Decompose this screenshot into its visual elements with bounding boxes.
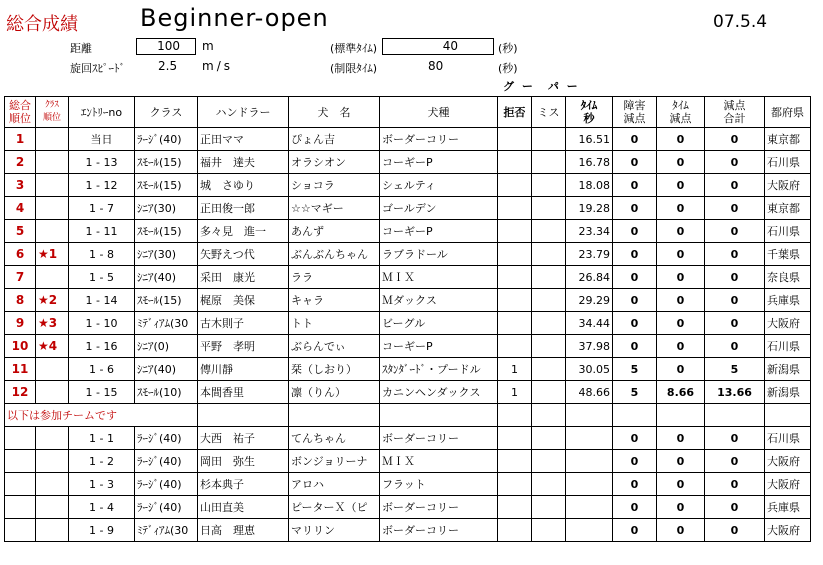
class-rank (36, 197, 69, 220)
obstacle-penalty: 0 (613, 289, 657, 312)
refusal (498, 335, 532, 358)
total-penalty: 0 (705, 427, 765, 450)
breed: ボーダーコリー (380, 496, 498, 519)
obstacle-penalty: 0 (613, 243, 657, 266)
table-row (5, 128, 811, 151)
time: 23.34 (566, 220, 613, 243)
miss (532, 174, 566, 197)
handler: 傳川靜 (198, 358, 289, 381)
class-rank (36, 220, 69, 243)
page-title: Beginner-open (140, 4, 329, 32)
obstacle-penalty: 0 (613, 427, 657, 450)
group-name: グ ー パ ー (503, 80, 580, 93)
prefecture: 大阪府 (765, 174, 811, 197)
refusal: 1 (498, 358, 532, 381)
time-penalty: 0 (657, 197, 705, 220)
class: ﾗｰｼﾞ(40) (135, 128, 198, 151)
breed: コーギーP (380, 335, 498, 358)
dog-name: ピーターＸ（ピ (289, 496, 380, 519)
time-penalty: 0 (657, 128, 705, 151)
handler: 本間香里 (198, 381, 289, 404)
entry-no: 当日 (69, 128, 135, 151)
results-table (4, 96, 811, 542)
total-penalty: 0 (705, 496, 765, 519)
col-time-penalty: ﾀｲﾑ 減点 (657, 97, 705, 128)
class: ｼﾆｱ(30) (135, 197, 198, 220)
table-row (5, 151, 811, 174)
dog-name: ぴょん吉 (289, 128, 380, 151)
refusal (498, 266, 532, 289)
prefecture: 大阪府 (765, 312, 811, 335)
prefecture: 石川県 (765, 220, 811, 243)
entry-no: 1 - 3 (69, 473, 135, 496)
overall-rank: 9 (5, 312, 36, 335)
refusal (498, 473, 532, 496)
time: 16.78 (566, 151, 613, 174)
miss (532, 450, 566, 473)
prefecture: 大阪府 (765, 473, 811, 496)
class: ﾗｰｼﾞ(40) (135, 473, 198, 496)
empty-cell (765, 404, 811, 427)
time: 29.29 (566, 289, 613, 312)
limit-time-unit: (秒) (498, 62, 518, 75)
prefecture: 大阪府 (765, 519, 811, 542)
prefecture: 千葉県 (765, 243, 811, 266)
time-penalty: 0 (657, 358, 705, 381)
empty-cell (380, 404, 498, 427)
prefecture: 石川県 (765, 335, 811, 358)
entry-no: 1 - 5 (69, 266, 135, 289)
overall-rank: 6 (5, 243, 36, 266)
time: 34.44 (566, 312, 613, 335)
entry-no: 1 - 14 (69, 289, 135, 312)
entry-no: 1 - 12 (69, 174, 135, 197)
overall-rank (5, 450, 36, 473)
class: ﾗｰｼﾞ(40) (135, 496, 198, 519)
handler: 杉本典子 (198, 473, 289, 496)
col-time: ﾀｲﾑ 秒 (566, 97, 613, 128)
time: 18.08 (566, 174, 613, 197)
miss (532, 312, 566, 335)
miss (532, 335, 566, 358)
team-note: 以下は参加チームです (5, 404, 198, 427)
time: 37.98 (566, 335, 613, 358)
total-penalty: 0 (705, 151, 765, 174)
total-penalty: 0 (705, 243, 765, 266)
table-row (5, 335, 811, 358)
refusal (498, 289, 532, 312)
total-penalty: 5 (705, 358, 765, 381)
dog-name: アロハ (289, 473, 380, 496)
prefecture: 東京都 (765, 128, 811, 151)
time: 23.79 (566, 243, 613, 266)
class: ﾗｰｼﾞ(40) (135, 427, 198, 450)
obstacle-penalty: 5 (613, 381, 657, 404)
table-row (5, 220, 811, 243)
limit-time-label: (制限ﾀｲﾑ) (330, 62, 378, 75)
team-note-row (5, 404, 811, 427)
turn-speed-unit: m/s (202, 59, 233, 73)
obstacle-penalty: 0 (613, 174, 657, 197)
overall-rank: 3 (5, 174, 36, 197)
prefecture: 東京都 (765, 197, 811, 220)
overall-rank: 12 (5, 381, 36, 404)
table-row (5, 243, 811, 266)
breed: ボーダーコリー (380, 128, 498, 151)
prefecture: 兵庫県 (765, 289, 811, 312)
prefecture: 奈良県 (765, 266, 811, 289)
entry-no: 1 - 2 (69, 450, 135, 473)
total-penalty: 0 (705, 473, 765, 496)
miss (532, 289, 566, 312)
col-breed: 犬種 (380, 97, 498, 128)
class-rank (36, 128, 69, 151)
empty-cell (566, 404, 613, 427)
obstacle-penalty: 0 (613, 473, 657, 496)
class: ｽﾓｰﾙ(10) (135, 381, 198, 404)
class-rank (36, 496, 69, 519)
dog-name: ぶんぶんちゃん (289, 243, 380, 266)
refusal (498, 427, 532, 450)
class-rank (36, 174, 69, 197)
time-penalty: 8.66 (657, 381, 705, 404)
overall-rank (5, 427, 36, 450)
table-row (5, 266, 811, 289)
refusal (498, 312, 532, 335)
class: ｼﾆｱ(0) (135, 335, 198, 358)
turn-speed-value: 2.5 (158, 59, 178, 73)
breed: コーギーP (380, 151, 498, 174)
col-total: 減点 合計 (705, 97, 765, 128)
std-time-value: 40 (442, 39, 458, 53)
table-header-row (5, 97, 811, 128)
empty-cell (498, 404, 532, 427)
breed: ビーグル (380, 312, 498, 335)
empty-cell (613, 404, 657, 427)
page-title-jp: 総合成績 (6, 14, 78, 35)
time: 19.28 (566, 197, 613, 220)
miss (532, 151, 566, 174)
prefecture: 大阪府 (765, 450, 811, 473)
prefecture: 新潟県 (765, 381, 811, 404)
distance-unit: m (202, 39, 214, 53)
col-handler: ハンドラー (198, 97, 289, 128)
team-row (5, 427, 811, 450)
col-refusal: 拒否 (498, 97, 532, 128)
handler: 采田 康光 (198, 266, 289, 289)
table-row (5, 358, 811, 381)
obstacle-penalty: 0 (613, 266, 657, 289)
total-penalty: 0 (705, 174, 765, 197)
total-penalty: 0 (705, 128, 765, 151)
entry-no: 1 - 8 (69, 243, 135, 266)
limit-time-value: 80 (428, 59, 444, 73)
dog-name: あんず (289, 220, 380, 243)
handler: 梶原 美保 (198, 289, 289, 312)
breed: ＭＩＸ (380, 266, 498, 289)
breed: シェルティ (380, 174, 498, 197)
empty-cell (532, 404, 566, 427)
dog-name: キャラ (289, 289, 380, 312)
breed: コーギーP (380, 220, 498, 243)
handler: 福井 達夫 (198, 151, 289, 174)
obstacle-penalty: 0 (613, 197, 657, 220)
refusal (498, 151, 532, 174)
refusal (498, 197, 532, 220)
time-penalty: 0 (657, 450, 705, 473)
time (566, 427, 613, 450)
breed: ボーダーコリー (380, 519, 498, 542)
time-penalty: 0 (657, 427, 705, 450)
time-penalty: 0 (657, 519, 705, 542)
col-class-rank: ｸﾗｽ 順位 (36, 97, 69, 128)
total-penalty: 0 (705, 266, 765, 289)
refusal (498, 174, 532, 197)
miss (532, 519, 566, 542)
total-penalty: 0 (705, 289, 765, 312)
total-penalty: 0 (705, 220, 765, 243)
handler: 矢野えつ代 (198, 243, 289, 266)
class-rank: ★1 (36, 243, 69, 266)
refusal (498, 220, 532, 243)
empty-cell (705, 404, 765, 427)
time: 48.66 (566, 381, 613, 404)
time: 16.51 (566, 128, 613, 151)
class: ｽﾓｰﾙ(15) (135, 151, 198, 174)
class: ﾗｰｼﾞ(40) (135, 450, 198, 473)
overall-rank: 4 (5, 197, 36, 220)
time: 30.05 (566, 358, 613, 381)
col-miss: ミス (532, 97, 566, 128)
handler: 山田直美 (198, 496, 289, 519)
event-date: 07.5.4 (713, 12, 768, 32)
refusal: 1 (498, 381, 532, 404)
prefecture: 兵庫県 (765, 496, 811, 519)
obstacle-penalty: 5 (613, 358, 657, 381)
handler: 大西 祐子 (198, 427, 289, 450)
obstacle-penalty: 0 (613, 496, 657, 519)
entry-no: 1 - 7 (69, 197, 135, 220)
dog-name: ぶらんでぃ (289, 335, 380, 358)
breed: Ｍダックス (380, 289, 498, 312)
dog-name: ボンジョリーナ (289, 450, 380, 473)
breed: ＭＩＸ (380, 450, 498, 473)
dog-name: オラシオン (289, 151, 380, 174)
table-row (5, 197, 811, 220)
miss (532, 128, 566, 151)
overall-rank (5, 473, 36, 496)
team-row (5, 450, 811, 473)
col-overall-rank: 総合 順位 (5, 97, 36, 128)
std-time-unit: (秒) (498, 42, 518, 55)
obstacle-penalty: 0 (613, 220, 657, 243)
col-pref: 都府県 (765, 97, 811, 128)
overall-rank: 1 (5, 128, 36, 151)
empty-cell (657, 404, 705, 427)
class-rank (36, 519, 69, 542)
overall-rank: 5 (5, 220, 36, 243)
class-rank: ★3 (36, 312, 69, 335)
class: ｽﾓｰﾙ(15) (135, 220, 198, 243)
time (566, 473, 613, 496)
class: ﾐﾃﾞｨｱﾑ(30 (135, 312, 198, 335)
team-row (5, 519, 811, 542)
prefecture: 石川県 (765, 427, 811, 450)
time-penalty: 0 (657, 220, 705, 243)
entry-no: 1 - 16 (69, 335, 135, 358)
breed: ボーダーコリー (380, 427, 498, 450)
class: ｽﾓｰﾙ(15) (135, 174, 198, 197)
refusal (498, 496, 532, 519)
breed: ゴールデン (380, 197, 498, 220)
miss (532, 358, 566, 381)
table-row (5, 312, 811, 335)
time-penalty: 0 (657, 243, 705, 266)
miss (532, 473, 566, 496)
dog-name: ショコラ (289, 174, 380, 197)
class-rank: ★2 (36, 289, 69, 312)
dog-name: トト (289, 312, 380, 335)
class-rank (36, 358, 69, 381)
refusal (498, 519, 532, 542)
dog-name: てんちゃん (289, 427, 380, 450)
distance-label: 距離 (70, 42, 92, 55)
overall-rank (5, 496, 36, 519)
class: ｼﾆｱ(30) (135, 243, 198, 266)
table-row (5, 289, 811, 312)
entry-no: 1 - 13 (69, 151, 135, 174)
time: 26.84 (566, 266, 613, 289)
overall-rank: 2 (5, 151, 36, 174)
col-dog: 犬 名 (289, 97, 380, 128)
class-rank (36, 381, 69, 404)
breed: フラット (380, 473, 498, 496)
obstacle-penalty: 0 (613, 519, 657, 542)
total-penalty: 0 (705, 335, 765, 358)
time-penalty: 0 (657, 266, 705, 289)
entry-no: 1 - 6 (69, 358, 135, 381)
entry-no: 1 - 10 (69, 312, 135, 335)
distance-value: 100 (157, 39, 180, 53)
breed: ラブラドール (380, 243, 498, 266)
empty-cell (289, 404, 380, 427)
overall-rank (5, 519, 36, 542)
class-rank (36, 266, 69, 289)
class: ｽﾓｰﾙ(15) (135, 289, 198, 312)
miss (532, 381, 566, 404)
col-class: クラス (135, 97, 198, 128)
miss (532, 243, 566, 266)
dog-name: ☆☆マギー (289, 197, 380, 220)
overall-rank: 7 (5, 266, 36, 289)
class-rank: ★4 (36, 335, 69, 358)
miss (532, 496, 566, 519)
empty-cell (198, 404, 289, 427)
refusal (498, 243, 532, 266)
obstacle-penalty: 0 (613, 450, 657, 473)
total-penalty: 0 (705, 312, 765, 335)
turn-speed-label: 旋回ｽﾋﾟｰﾄﾞ (70, 62, 125, 75)
time (566, 450, 613, 473)
time-penalty: 0 (657, 174, 705, 197)
col-obstacle: 障害 減点 (613, 97, 657, 128)
entry-no: 1 - 11 (69, 220, 135, 243)
entry-no: 1 - 1 (69, 427, 135, 450)
time-penalty: 0 (657, 312, 705, 335)
class-rank (36, 151, 69, 174)
class: ﾐﾃﾞｨｱﾑ(30 (135, 519, 198, 542)
overall-rank: 11 (5, 358, 36, 381)
dog-name: 凛（りん） (289, 381, 380, 404)
breed: カニンヘンダックス (380, 381, 498, 404)
time-penalty: 0 (657, 473, 705, 496)
handler: 古木則子 (198, 312, 289, 335)
time-penalty: 0 (657, 151, 705, 174)
refusal (498, 450, 532, 473)
breed: ｽﾀﾝﾀﾞｰﾄﾞ・プードル (380, 358, 498, 381)
total-penalty: 0 (705, 519, 765, 542)
overall-rank: 8 (5, 289, 36, 312)
class: ｼﾆｱ(40) (135, 358, 198, 381)
table-row (5, 174, 811, 197)
obstacle-penalty: 0 (613, 312, 657, 335)
refusal (498, 128, 532, 151)
obstacle-penalty: 0 (613, 151, 657, 174)
entry-no: 1 - 9 (69, 519, 135, 542)
class: ｼﾆｱ(40) (135, 266, 198, 289)
time (566, 519, 613, 542)
handler: 多々見 進一 (198, 220, 289, 243)
time-penalty: 0 (657, 335, 705, 358)
total-penalty: 13.66 (705, 381, 765, 404)
obstacle-penalty: 0 (613, 128, 657, 151)
entry-no: 1 - 15 (69, 381, 135, 404)
time (566, 496, 613, 519)
std-time-label: (標準ﾀｲﾑ) (330, 42, 378, 55)
prefecture: 石川県 (765, 151, 811, 174)
class-rank (36, 473, 69, 496)
miss (532, 427, 566, 450)
team-row (5, 473, 811, 496)
dog-name: ララ (289, 266, 380, 289)
entry-no: 1 - 4 (69, 496, 135, 519)
class-rank (36, 450, 69, 473)
handler: 城 さゆり (198, 174, 289, 197)
obstacle-penalty: 0 (613, 335, 657, 358)
time-penalty: 0 (657, 496, 705, 519)
class-rank (36, 427, 69, 450)
dog-name: 栞（しおり） (289, 358, 380, 381)
dog-name: マリリン (289, 519, 380, 542)
team-row (5, 496, 811, 519)
handler: 正田ママ (198, 128, 289, 151)
miss (532, 266, 566, 289)
miss (532, 220, 566, 243)
total-penalty: 0 (705, 450, 765, 473)
prefecture: 新潟県 (765, 358, 811, 381)
col-entry: ｴﾝﾄﾘｰno (69, 97, 135, 128)
table-row (5, 381, 811, 404)
handler: 日高 理恵 (198, 519, 289, 542)
handler: 平野 孝明 (198, 335, 289, 358)
miss (532, 197, 566, 220)
time-penalty: 0 (657, 289, 705, 312)
handler: 岡田 弥生 (198, 450, 289, 473)
handler: 正田俊一郎 (198, 197, 289, 220)
overall-rank: 10 (5, 335, 36, 358)
total-penalty: 0 (705, 197, 765, 220)
